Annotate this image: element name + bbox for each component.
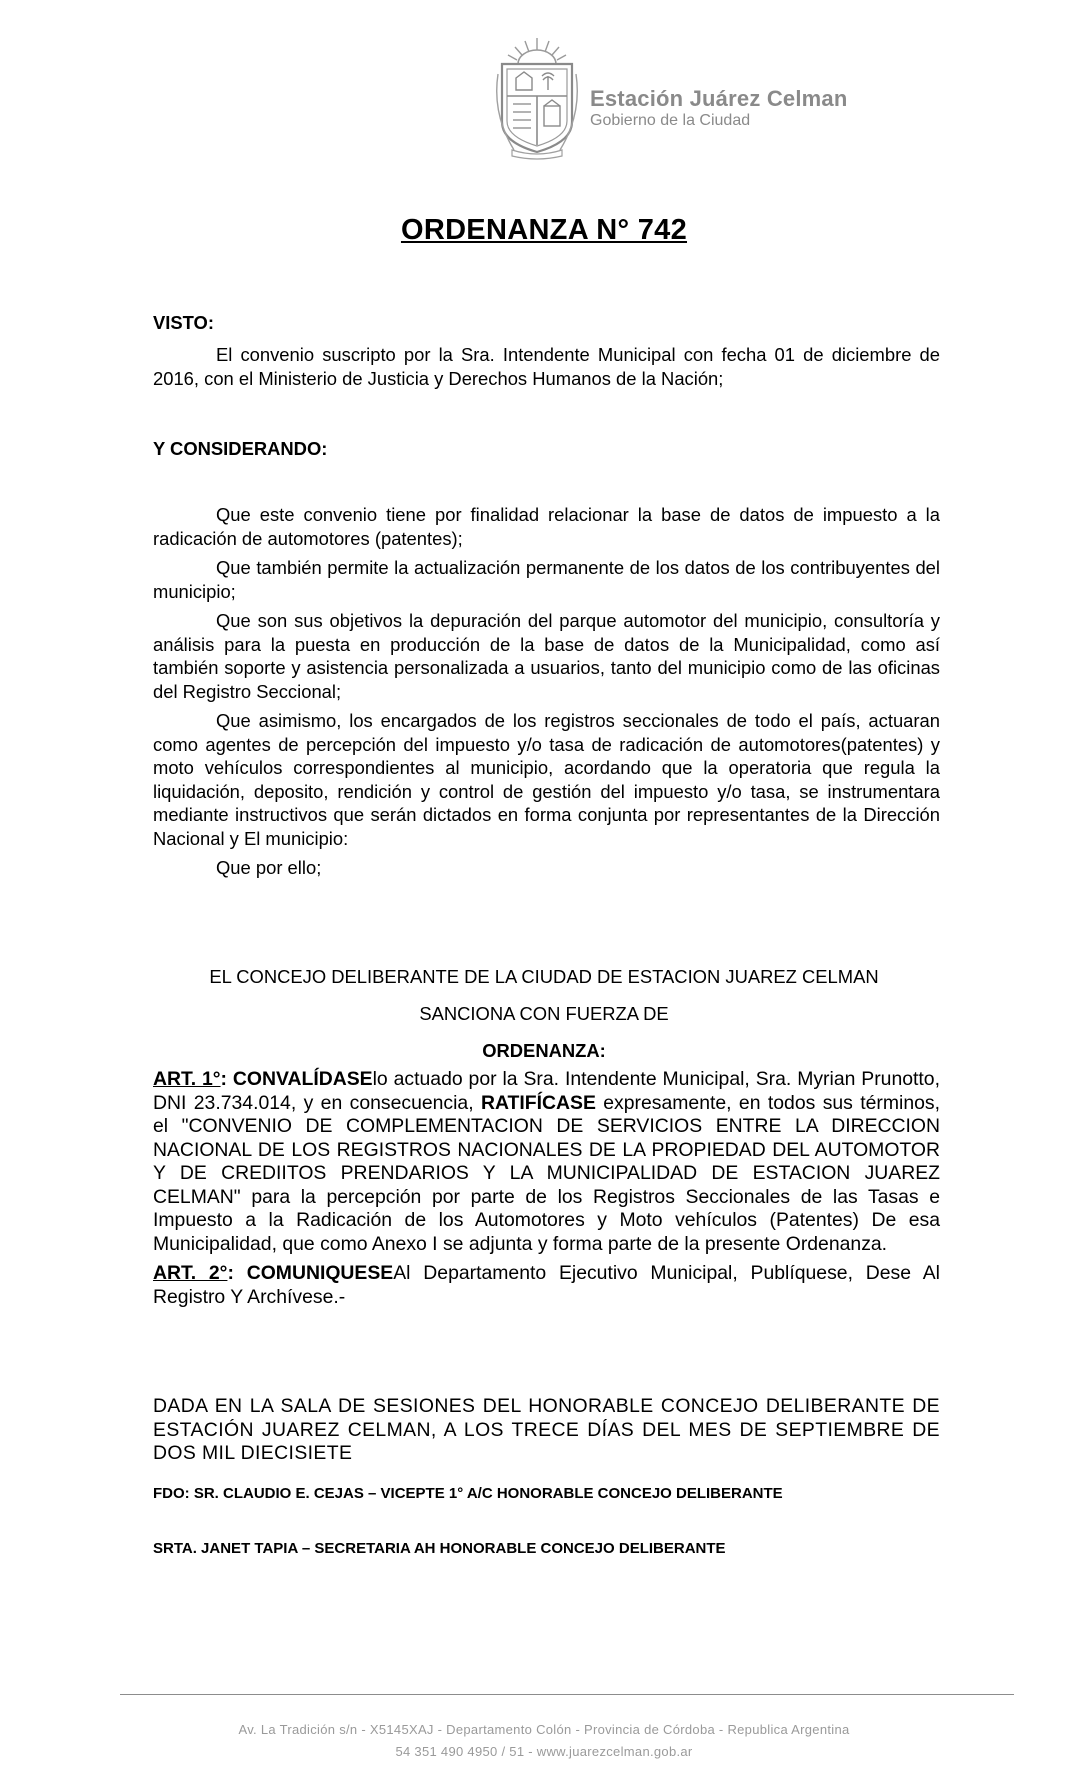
considerando-section <box>153 503 940 886</box>
article-2 <box>153 1262 940 1309</box>
considerando-paragraph: Que asimismo, los encargados de los registros seccionales de todo el país, actuaran como agentes de percepción del impuesto y/o tasa de radicación de automotores(patentes) y moto vehículos correspondientes al municipio, acordando que la operatoria que regula la liquidación, deposito, rendición y control de gestión del impuesto y/o tasa, se instrumentara mediante instructivos que serán dictados en forma conjunta por representantes de la Dirección Nacional y El municipio: <box>153 710 940 849</box>
article-separator: : <box>220 1068 233 1090</box>
footer-contact: 54 351 490 4950 / 51 - www.juarezcelman.gob.ar <box>395 1744 693 1759</box>
article-separator: : <box>227 1262 247 1284</box>
org-subtitle: Gobierno de la Ciudad <box>590 112 751 129</box>
considerando-paragraph: Que por ello; <box>216 857 322 878</box>
signature-line: FDO: SR. CLAUDIO E. CEJAS – VICEPTE 1° A/C HONORABLE CONCEJO DELIBERANTE <box>153 1485 783 1502</box>
org-name: Estación Juárez Celman <box>590 86 848 111</box>
sanciona-line: SANCIONA CON FUERZA DE <box>419 1003 669 1024</box>
dada-statement: DADA EN LA SALA DE SESIONES DEL HONORABLE CONCEJO DELIBERANTE DE ESTACIÓN JUAREZ CELMAN, A LOS TRECE DÍAS DEL MES DE SEPTIEMBRE DE DOS MIL DIECISIETE <box>153 1395 940 1464</box>
visto-section <box>153 343 940 396</box>
ordenanza-label: ORDENANZA: <box>482 1040 606 1061</box>
article-label: ART. 1° <box>153 1068 221 1090</box>
considerando-paragraph: Que son sus objetivos la depuración del parque automotor del municipio, consultoría y análisis para la puesta en producción de la base de datos de la Municipalidad, como así también soporte y asistencia personalizada a usuarios, tanto del municipio como de las oficinas del Registro Seccional; <box>153 610 940 702</box>
page-title: ORDENANZA N° 742 <box>400 214 688 246</box>
article-keyword: RATIFÍCASE <box>480 1091 596 1114</box>
article-keyword: CONVALÍDASE <box>232 1068 373 1090</box>
signature-line: SRTA. JANET TAPIA – SECRETARIA AH HONORABLE CONCEJO DELIBERANTE <box>153 1540 726 1557</box>
footer-address: Av. La Tradición s/n - X5145XAJ - Departamento Colón - Provincia de Córdoba - Republica Argentina <box>238 1722 850 1737</box>
considerando-heading: Y CONSIDERANDO: <box>153 438 328 459</box>
coat-of-arms-icon <box>488 34 586 162</box>
considerando-paragraph: Que este convenio tiene por finalidad relacionar la base de datos de impuesto a la radicación de automotores (patentes); <box>153 504 940 549</box>
considerando-paragraph: Que también permite la actualización permanente de los datos de los contribuyentes del municipio; <box>153 557 940 602</box>
article-text: expresamente, en todos sus términos, el "CONVENIO DE COMPLEMENTACION DE SERVICIOS ENTRE LA DIRECCION NACIONAL DE LOS REGISTROS NACIONALES DE LA PROPIEDAD DEL AUTOMOTOR Y DE CREDIITOS PRENDARIOS Y LA MUNICIPALIDAD DE ESTACION JUAREZ CELMAN" para la percepción por parte de los Registros Seccionales de las Tasas e Impuesto a la Radicación de los Automotores y Moto vehículos (Patentes) De esa Municipalidad, que como Anexo I se adjunta y forma parte de la presente Ordenanza. <box>153 1091 940 1255</box>
concejo-line: EL CONCEJO DELIBERANTE DE LA CIUDAD DE ESTACION JUAREZ CELMAN <box>209 966 879 987</box>
articles-section <box>153 1068 940 1315</box>
article-label: ART. 2° <box>153 1262 228 1284</box>
visto-heading: VISTO: <box>153 312 214 333</box>
letterhead <box>488 34 908 162</box>
article-text: Al Departamento Ejecutivo Municipal, Publíquese, Dese Al Registro Y Archívese.- <box>153 1262 940 1308</box>
footer-divider <box>120 1694 1014 1695</box>
article-1 <box>153 1068 940 1256</box>
article-text: lo actuado por la Sra. Intendente Municipal, Sra. Myrian Prunotto, DNI 23.734.014, y en consecuencia, <box>153 1068 940 1114</box>
article-keyword: COMUNIQUESE <box>246 1262 394 1284</box>
visto-text: El convenio suscripto por la Sra. Intendente Municipal con fecha 01 de diciembre de 2016, con el Ministerio de Justicia y Derechos Humanos de la Nación; <box>153 344 940 389</box>
